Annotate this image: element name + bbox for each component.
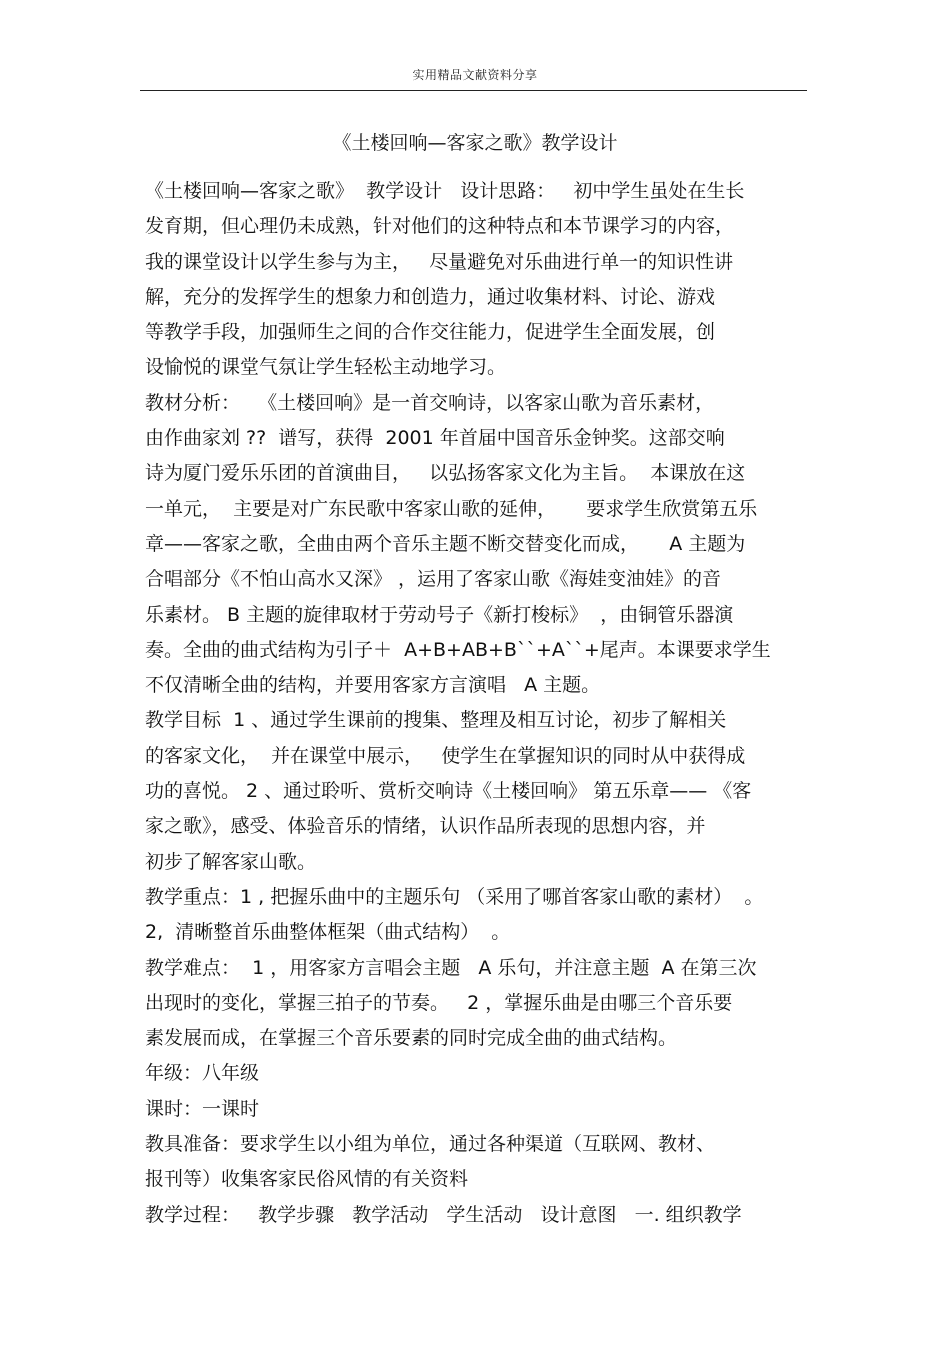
body-text-line: 设愉悦的课堂气氛让学生轻松主动地学习。	[145, 356, 507, 379]
body-text-line: 章——客家之歌，全曲由两个音乐主题不断交替变化而成， A 主题为	[145, 532, 746, 555]
body-text-line: 出现时的变化，掌握三拍子的节奏。 2 ，掌握乐曲是由哪三个音乐要	[145, 991, 733, 1014]
body-text-line: 发育期，但心理仍未成熟，针对他们的这种特点和本节课学习的内容，	[145, 215, 735, 238]
header-divider	[140, 90, 807, 91]
body-text-line: 教学过程： 教学步骤 教学活动 学生活动 设计意图 一. 组织教学	[145, 1203, 742, 1226]
document-body	[145, 174, 815, 1233]
body-text-line: 奏。全曲的曲式结构为引子＋ A+B+AB+B``+A``+尾声。本课要求学生	[145, 638, 771, 661]
body-text-line: 初步了解客家山歌。	[145, 850, 317, 873]
document-title: 《土楼回响—客家之歌》教学设计	[332, 132, 618, 154]
body-text-line: 年级：八年级	[145, 1062, 260, 1085]
body-text-line: 不仅清晰全曲的结构，并要用客家方言演唱 A 主题。	[145, 674, 601, 697]
body-text-line: 素发展而成，在掌握三个音乐要素的同时完成全曲的曲式结构。	[145, 1027, 678, 1050]
body-text-line: 课时：一课时	[145, 1097, 260, 1120]
body-text-line: 教学目标 1 、通过学生课前的搜集、整理及相互讨论，初步了解相关	[145, 709, 727, 732]
body-text-line: 的客家文化， 并在课堂中展示， 使学生在掌握知识的同时从中获得成	[145, 744, 746, 767]
body-text-line: 教学难点： 1 ，用客家方言唱会主题 A 乐句，并注意主题 A 在第三次	[145, 956, 757, 979]
body-text-line: 一单元， 主要是对广东民歌中客家山歌的延伸， 要求学生欣赏第五乐	[145, 497, 758, 520]
body-text-line: 报刊等）收集客家民俗风情的有关资料	[145, 1168, 469, 1191]
body-text-line: 家之歌》，感受、体验音乐的情绪，认识作品所表现的思想内容，并	[145, 815, 706, 838]
running-header: 实用精品文献资料分享	[412, 68, 538, 82]
body-text-line: 等教学手段，加强师生之间的合作交往能力，促进学生全面发展，创	[145, 321, 716, 344]
body-text-line: 解，充分的发挥学生的想象力和创造力，通过收集材料、讨论、游戏	[145, 285, 716, 308]
body-text-line: 由作曲家刘 ?? 谱写，获得 2001 年首届中国音乐金钟奖。这部交响	[145, 427, 725, 450]
body-text-line: 《土楼回响—客家之歌》 教学设计 设计思路： 初中学生虽处在生长	[145, 180, 745, 202]
body-text-line: 2, 清晰整首乐曲整体框架（曲式结构） 。	[145, 921, 511, 944]
body-text-line: 教具准备：要求学生以小组为单位，通过各种渠道（互联网、教材、	[145, 1133, 716, 1156]
body-text-line: 合唱部分《不怕山高水又深》 ，运用了客家山歌《海娃变油娃》的音	[145, 568, 722, 591]
body-text-line: 我的课堂设计以学生参与为主， 尽量避免对乐曲进行单一的知识性讲	[145, 250, 734, 273]
body-text-line: 功的喜悦。 2 、通过聆听、赏析交响诗《土楼回响》 第五乐章—— 《客	[145, 780, 752, 803]
body-text-line: 教材分析： 《土楼回响》是一首交响诗，以客家山歌为音乐素材，	[145, 391, 715, 414]
body-text-line: 教学重点：1 , 把握乐曲中的主题乐句 （采用了哪首客家山歌的素材） 。	[145, 885, 764, 908]
body-text-line: 乐素材。 B 主题的旋律取材于劳动号子《新打梭标》 ，由铜管乐器演	[145, 603, 734, 626]
body-text-line: 诗为厦门爱乐乐团的首演曲目， 以弘扬客家文化为主旨。 本课放在这	[145, 462, 746, 485]
